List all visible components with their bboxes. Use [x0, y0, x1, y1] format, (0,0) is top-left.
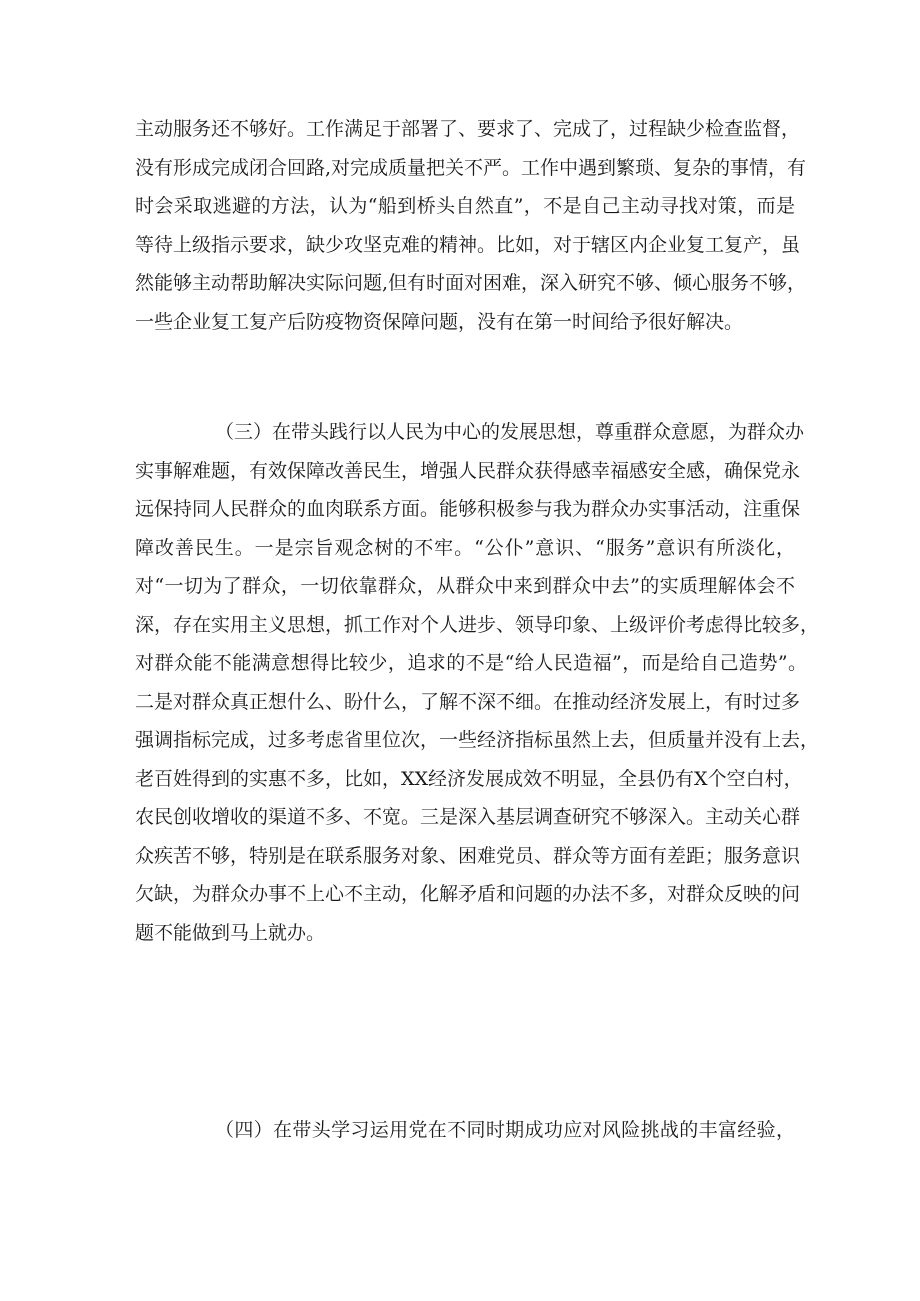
- paragraph-line: （三）在带头践行以人民为中心的发展思想，尊重群众意愿，为群众办: [215, 421, 805, 443]
- paragraph-line: 一些企业复工复产后防疫物资保障问题，没有在第一时间给予很好解决。: [135, 310, 744, 333]
- paragraph-line: （四）在带头学习运用党在不同时期成功应对风险挑战的丰富经验，: [215, 1119, 795, 1141]
- paragraph-line: 对群众能不能满意想得比较少，追求的不是“给人民造福”，而是给自己造势”。: [135, 652, 807, 674]
- paragraph-line: 二是对群众真正想什么、盼什么，了解不深不细。在推动经济发展上，有时过多: [135, 690, 801, 713]
- paragraph-line: 众疾苦不够，特别是在联系服务对象、困难党员、群众等方面有差距；服务意识: [135, 844, 801, 867]
- paragraph-line: 主动服务还不够好。工作满足于部署了、要求了、完成了，过程缺少检查监督，: [135, 118, 801, 140]
- paragraph-line: 时会采取逃避的方法，认为“船到桥头自然直”，不是自己主动寻找对策，而是: [135, 195, 795, 217]
- paragraph-line: 等待上级指示要求，缺少攻坚克难的精神。比如，对于辖区内企业复工复产，虽: [135, 233, 801, 256]
- paragraph-line: 农民创收增收的渠道不多、不宽。三是深入基层调查研究不够深入。主动关心群: [135, 806, 801, 828]
- paragraph-line: 没有形成完成闭合回路,对完成质量把关不严。工作中遇到繁琐、复杂的事情，有: [135, 156, 807, 179]
- paragraph-line: 然能够主动帮助解决实际问题,但有时面对困难，深入研究不够、倾心服务不够，: [135, 272, 807, 294]
- paragraph-3: [135, 1111, 795, 1150]
- paragraph-line: 老百姓得到的实惠不多，比如，XX经济发展成效不明显，全县仍有X个空白村，: [135, 767, 803, 790]
- paragraph-line: 实事解难题，有效保障改善民生，增强人民群众获得感幸福感安全感，确保党永: [135, 459, 801, 482]
- paragraph-2: [135, 413, 820, 952]
- paragraph-1: [135, 110, 807, 341]
- paragraph-line: 对“一切为了群众，一切依靠群众，从群众中来到群众中去”的实质理解体会不: [135, 575, 795, 597]
- paragraph-line: 深，存在实用主义思想，抓工作对个人进步、领导印象、上级评价考虑得比较多，: [135, 613, 820, 636]
- paragraph-line: 远保持同人民群众的血肉联系方面。能够积极参与我为群众办实事活动，注重保: [135, 498, 801, 520]
- paragraph-line: 强调指标完成，过多考虑省里位次，一些经济指标虽然上去，但质量并没有上去，: [135, 729, 820, 751]
- paragraph-line: 题不能做到马上就办。: [135, 921, 326, 944]
- paragraph-line: 欠缺，为群众办事不上心不主动，化解矛盾和问题的办法不多，对群众反映的问: [135, 883, 801, 905]
- paragraph-line: 障改善民生。一是宗旨观念树的不牢。“公仆”意识、“服务”意识有所淡化，: [135, 536, 795, 559]
